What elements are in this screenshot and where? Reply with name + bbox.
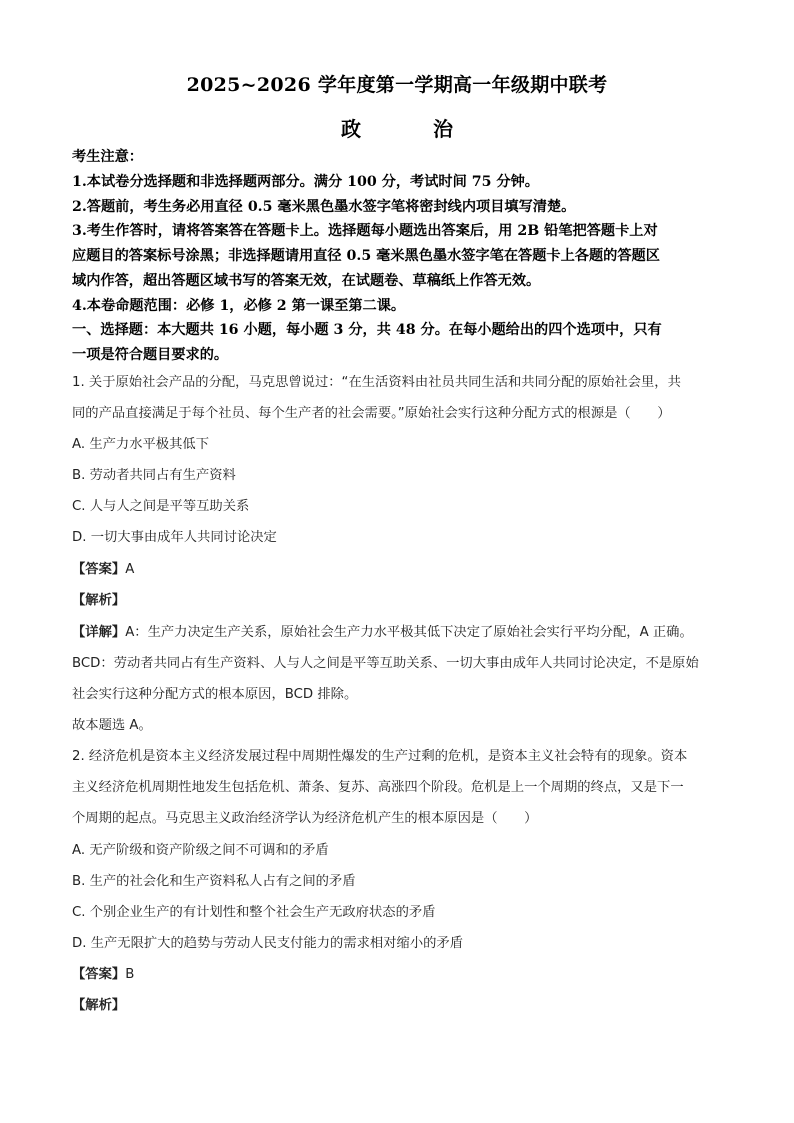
- question-stem: 主义经济危机周期性地发生包括危机、萧条、复苏、高涨四个阶段。危机是上一个周期的终点，又是下一: [72, 780, 684, 795]
- conclusion-text: 故本题选 A。: [72, 718, 152, 733]
- option-b: B. 劳动者共同占有生产资料: [72, 468, 236, 483]
- section-heading: 一、选择题：本大题共 16 小题，每小题 3 分，共 48 分。在每小题给出的四个选项中，只有: [72, 322, 662, 338]
- option-d: D. 生产无限扩大的趋势与劳动人民支付能力的需求相对缩小的矛盾: [72, 936, 464, 951]
- detail-line: [72, 624, 727, 642]
- notice-heading: 考生注意：: [72, 149, 143, 165]
- detail-label: 【详解】: [72, 625, 126, 640]
- answer-label: 【答案】: [72, 562, 126, 577]
- option-a: A. 生产力水平极其低下: [72, 437, 209, 452]
- notice-item: 域内作答，超出答题区域书写的答案无效，在试题卷、草稿纸上作答无效。: [72, 273, 541, 289]
- answer-line: [72, 561, 727, 579]
- question-stem: 1. 关于原始社会产品的分配，马克思曾说过：“在生活资料由社员共同生活和共同分配的原始社会里，共: [72, 375, 681, 390]
- option-d: D. 一切大事由成年人共同讨论决定: [72, 530, 277, 545]
- analysis-label: 【解析】: [72, 593, 126, 608]
- exam-title: 2025~2026 学年度第一学期高一年级期中联考: [186, 74, 608, 96]
- answer-label: 【答案】: [72, 967, 126, 982]
- question-stem: 2. 经济危机是资本主义经济发展过程中周期性爆发的生产过剩的危机，是资本主义社会特有的现象。资本: [72, 749, 688, 764]
- option-c: C. 人与人之间是平等互助关系: [72, 499, 250, 514]
- answer-line: [72, 966, 727, 984]
- subject-title: 政 治: [341, 117, 479, 141]
- analysis-line: [72, 592, 727, 610]
- notice-item: 3.考生作答时，请将答案答在答题卡上。选择题每小题选出答案后，用 2B 铅笔把答题卡上对: [72, 223, 658, 239]
- detail-text: BCD：劳动者共同占有生产资料、人与人之间是平等互助关系、一切大事由成年人共同讨论决定，不是原始: [72, 656, 699, 671]
- option-b: B. 生产的社会化和生产资料私人占有之间的矛盾: [72, 874, 356, 889]
- option-c: C. 个别企业生产的有计划性和整个社会生产无政府状态的矛盾: [72, 905, 436, 920]
- answer-value: B: [125, 967, 135, 982]
- notice-item: 2.答题前，考生务必用直径 0.5 毫米黑色墨水签字笔将密封线内项目填写清楚。: [72, 199, 576, 215]
- answer-value: A: [125, 562, 135, 577]
- analysis-line: [72, 997, 727, 1015]
- notice-item: 4.本卷命题范围：必修 1，必修 2 第一课至第二课。: [72, 298, 406, 314]
- question-stem: 同的产品直接满足于每个社员、每个生产者的社会需要。”原始社会实行这种分配方式的根源是（ ）: [72, 406, 671, 421]
- notice-item: 应题目的答案标号涂黑；非选择题请用直径 0.5 毫米黑色墨水签字笔在答题卡上各题的答题区: [72, 248, 660, 264]
- option-a: A. 无产阶级和资产阶级之间不可调和的矛盾: [72, 843, 329, 858]
- analysis-label: 【解析】: [72, 998, 126, 1013]
- section-heading-cont: 一项是符合题目要求的。: [72, 347, 229, 363]
- notice-item: 1.本试卷分选择题和非选择题两部分。满分 100 分，考试时间 75 分钟。: [72, 174, 539, 190]
- question-stem: 个周期的起点。马克思主义政治经济学认为经济危机产生的根本原因是（ ）: [72, 811, 538, 826]
- detail-text: 社会实行这种分配方式的根本原因，BCD 排除。: [72, 687, 358, 702]
- detail-text: A：生产力决定生产关系，原始社会生产力水平极其低下决定了原始社会实行平均分配，A 正确。: [125, 625, 693, 640]
